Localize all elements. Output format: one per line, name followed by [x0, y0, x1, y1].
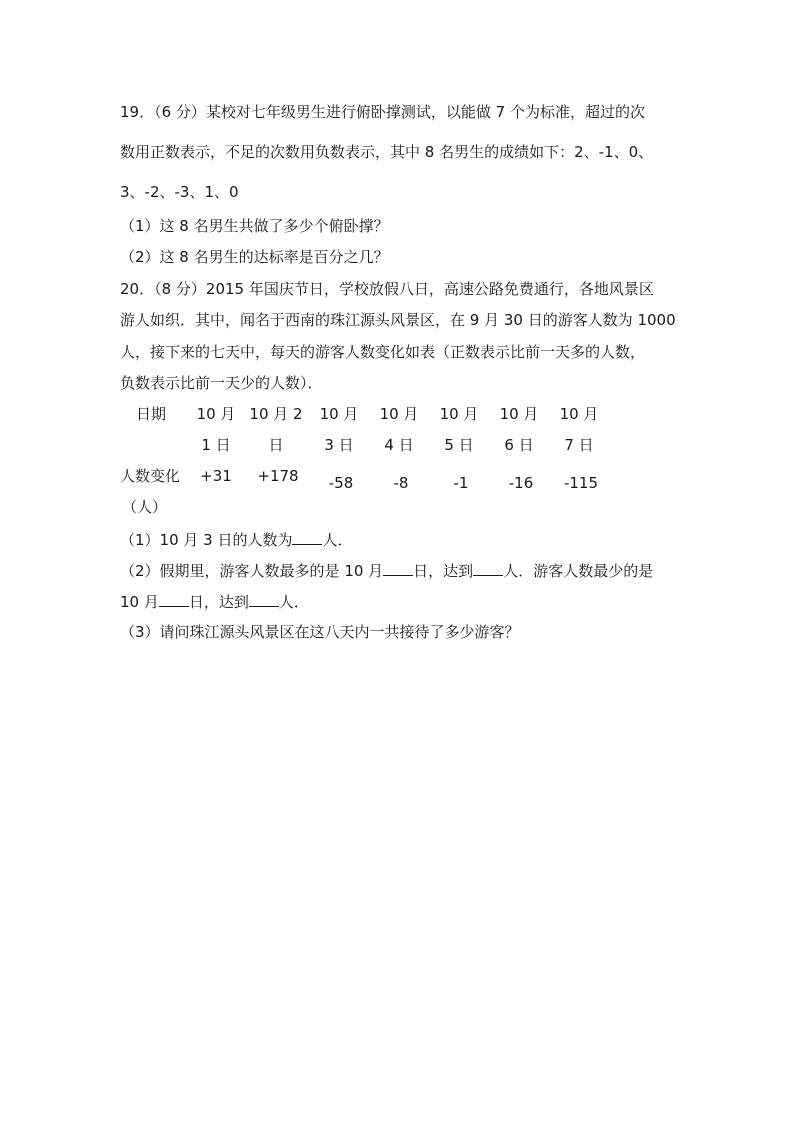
table-date-top: 10 月: [379, 405, 419, 423]
q20-line-2: 游人如织．其中，闻名于西南的珠江源头风景区，在 9 月 30 日的游客人数为 1000: [120, 311, 676, 329]
q20-sub-1-tail: 人．: [322, 531, 353, 549]
table-date-top: 10 月: [196, 405, 236, 423]
q19-line-2: 数用正数表示，不足的次数用负数表示，其中 8 名男生的成绩如下：2、-1、0、: [120, 143, 654, 161]
q20-sub-2-mid: 日，达到: [413, 562, 474, 580]
answer-blank[interactable]: [383, 560, 413, 576]
table-date-bottom: 3 日: [324, 436, 354, 454]
q20-sub-2-tail: 人．游客人数最少的是: [503, 562, 654, 580]
q20-sub-2-cont-tail: 人．: [278, 593, 309, 611]
q20-line-1: 20．（8 分）2015 年国庆节日，学校放假八日，高速公路免费通行，各地风景区: [120, 280, 654, 298]
table-date-top: 10 月: [559, 405, 599, 423]
table-change-value: +178: [257, 467, 299, 485]
table-date-bottom: 1 日: [201, 436, 231, 454]
table-date-top: 10 月: [499, 405, 539, 423]
table-change-value: -115: [563, 474, 599, 492]
q20-sub-2: [120, 560, 653, 581]
answer-blank[interactable]: [159, 591, 189, 607]
table-date-bottom: 日: [268, 436, 284, 454]
table-change-header: 人数变化: [120, 467, 181, 485]
q20-sub-3: （3）请问珠江源头风景区在这八天内一共接待了多少游客？: [120, 623, 520, 641]
table-change-value: -1: [453, 474, 469, 492]
table-date-bottom: 4 日: [384, 436, 414, 454]
table-change-value: -8: [393, 474, 409, 492]
answer-blank[interactable]: [473, 560, 503, 576]
q20-sub-2-cont-mid: 日，达到: [188, 593, 249, 611]
table-change-value: -16: [508, 474, 534, 492]
q19-line-1: 19．（6 分）某校对七年级男生进行俯卧撑测试，以能做 7 个为标准，超过的次: [120, 103, 645, 121]
table-date-bottom: 5 日: [444, 436, 474, 454]
table-date-bottom: 6 日: [504, 436, 534, 454]
table-change-value: -58: [328, 474, 354, 492]
table-date-header: 日期: [136, 405, 167, 423]
table-date-bottom: 7 日: [564, 436, 594, 454]
table-unit: （人）: [122, 498, 168, 516]
q19-line-3: 3、-2、-3、1、0: [120, 183, 239, 201]
q20-sub-2-text: （2）假期里，游客人数最多的是 10 月: [120, 562, 384, 580]
q20-line-4: 负数表示比前一天少的人数）．: [120, 374, 323, 392]
q20-sub-1: [120, 529, 353, 550]
q20-line-3: 人，接下来的七天中，每天的游客人数变化如表（正数表示比前一天多的人数，: [120, 343, 646, 361]
table-date-top: 10 月: [319, 405, 359, 423]
q20-sub-1-text: （1）10 月 3 日的人数为: [120, 531, 293, 549]
q19-sub-2: （2）这 8 名男生的达标率是百分之几？: [120, 248, 389, 266]
table-change-value: +31: [200, 467, 232, 485]
answer-blank[interactable]: [292, 529, 322, 545]
q19-sub-1: （1）这 8 名男生共做了多少个俯卧撑？: [120, 217, 389, 235]
q20-sub-2-cont-text: 10 月: [120, 593, 159, 611]
answer-blank[interactable]: [249, 591, 279, 607]
table-date-top: 10 月 2: [249, 405, 303, 423]
table-date-top: 10 月: [439, 405, 479, 423]
q20-sub-2-cont: [120, 591, 309, 612]
